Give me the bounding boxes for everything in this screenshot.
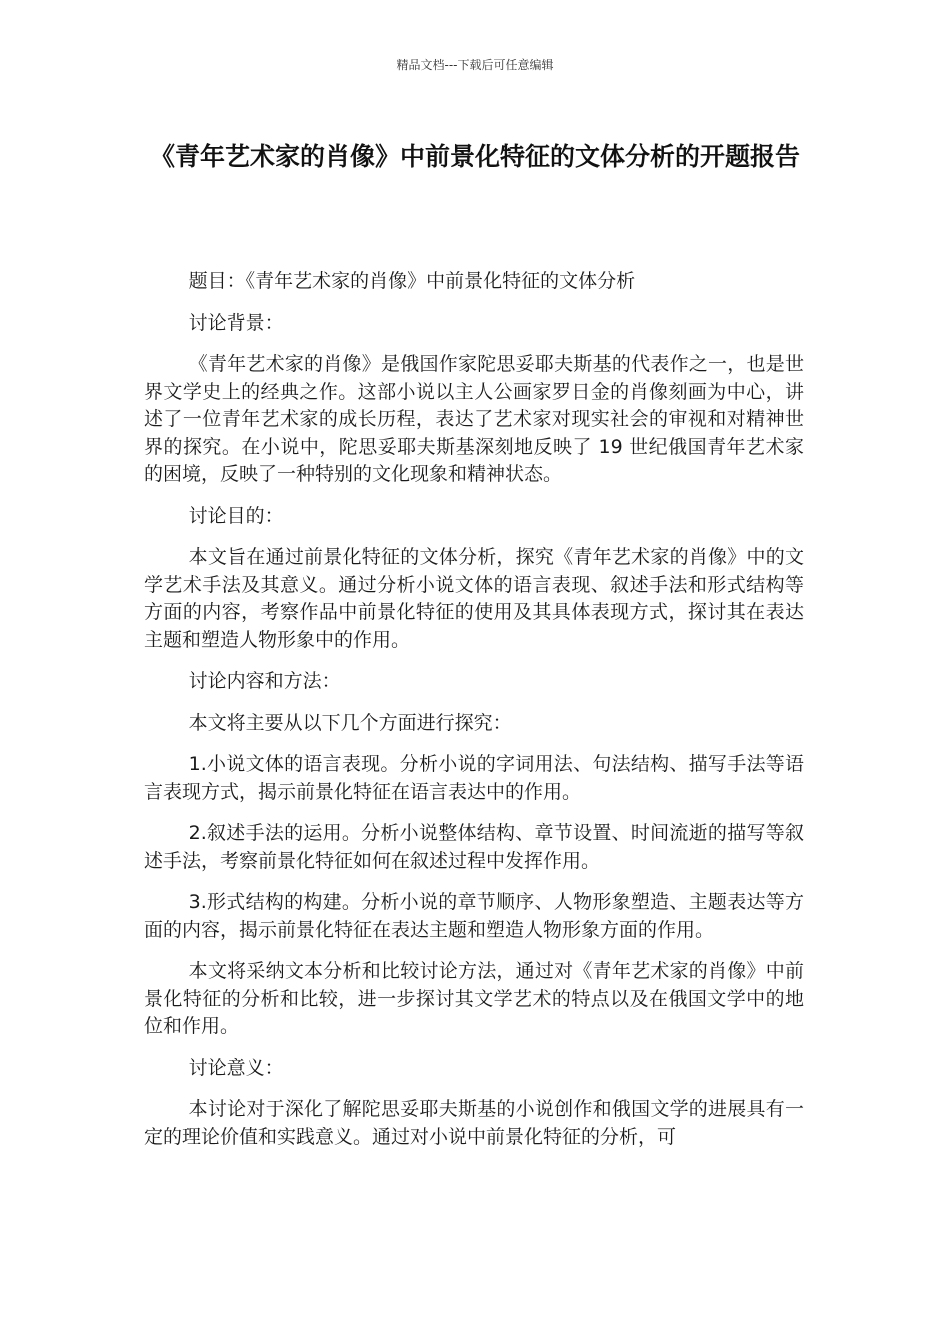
list-item-narration: 2.叙述手法的运用。分析小说整体结构、章节设置、时间流逝的描写等叙述手法，考察前景化特征如何在叙述过程中发挥作用。 (144, 822, 804, 872)
section-heading-purpose: 讨论目的： (188, 504, 284, 527)
paragraph-purpose: 本文旨在通过前景化特征的文体分析，探究《青年艺术家的肖像》中的文学艺术手法及其意义。通过分析小说文体的语言表现、叙述手法和形式结构等方面的内容，考察作品中前景化特征的使用及其具体表现方式，探讨其在表达主题和塑造人物形象中的作用。 (144, 546, 804, 651)
list-item-language: 1.小说文体的语言表现。分析小说的字词用法、句法结构、描写手法等语言表现方式，揭示前景化特征在语言表达中的作用。 (144, 753, 804, 803)
paragraph-content-intro: 本文将主要从以下几个方面进行探究： (188, 711, 512, 734)
paragraph-background: 《青年艺术家的肖像》是俄国作家陀思妥耶夫斯基的代表作之一，也是世界文学史上的经典之作。这部小说以主人公画家罗日金的肖像刻画为中心，讲述了一位青年艺术家的成长历程，表达了艺术家对现实社会的审视和对精神世界的探究。在小说中，陀思妥耶夫斯基深刻地反映了 19 世纪俄国青年艺术家的困境，反映了一种特别的文化现象和精神状态。 (144, 353, 804, 485)
topic-line: 题目：《青年艺术家的肖像》中前景化特征的文体分析 (188, 270, 636, 292)
paragraph-significance: 本讨论对于深化了解陀思妥耶夫斯基的小说创作和俄国文学的进展具有一定的理论价值和实践意义。通过对小说中前景化特征的分析，可 (144, 1098, 804, 1148)
document-title: 《青年艺术家的肖像》中前景化特征的文体分析的开题报告 (149, 142, 800, 171)
paragraph-method: 本文将采纳文本分析和比较讨论方法，通过对《青年艺术家的肖像》中前景化特征的分析和比较，进一步探讨其文学艺术的特点以及在俄国文学中的地位和作用。 (144, 960, 804, 1037)
list-item-structure: 3.形式结构的构建。分析小说的章节顺序、人物形象塑造、主题表达等方面的内容，揭示前景化特征在表达主题和塑造人物形象方面的作用。 (144, 891, 804, 941)
section-heading-background: 讨论背景： (188, 311, 284, 334)
section-heading-significance: 讨论意义： (188, 1056, 284, 1079)
page-header: 精品文档---下载后可任意编辑 (396, 58, 554, 72)
document-body (144, 268, 804, 1165)
section-heading-content-method: 讨论内容和方法： (188, 670, 341, 692)
